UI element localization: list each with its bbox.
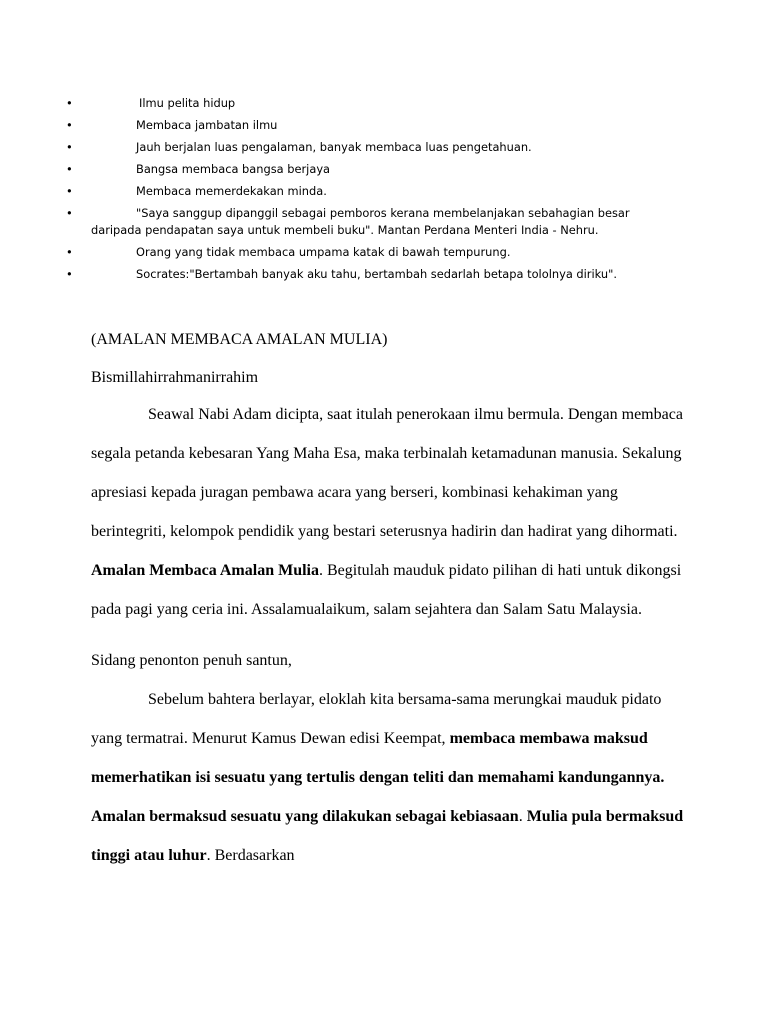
- bullet-item: • Orang yang tidak membaca umpama katak di bawah tempurung.: [0, 241, 768, 263]
- bullet-dot-icon: •: [66, 206, 73, 220]
- definition-membaca: membaca membawa maksud memerhatikan isi sesuatu yang tertulis dengan teliti dan memahami kandungannya.: [91, 730, 665, 786]
- bullet-dot-icon: •: [66, 184, 73, 198]
- quote-bullet-list: [0, 92, 768, 285]
- bullet-dot-icon: •: [66, 245, 73, 259]
- audience-greeting: Sidang penonton penuh santun,: [91, 652, 292, 669]
- bullet-item: • Bangsa membaca bangsa berjaya: [0, 158, 768, 180]
- essay-opening: Bismillahirrahmanirrahim: [91, 369, 259, 386]
- definition-mulia: Mulia pula bermaksud tinggi atau luhur: [91, 808, 684, 864]
- definition-amalan: Amalan bermaksud sesuatu yang dilakukan sebagai kebiasaan: [91, 808, 519, 825]
- bullet-dot-icon: •: [66, 267, 73, 281]
- paragraph-intro: Seawal Nabi Adam dicipta, saat itulah penerokaan ilmu bermula. Dengan membaca segala petanda kebesaran Yang Maha Esa, maka terbinalah ketamadunan manusia. Sekalung apresiasi kepada juragan pembawa acara yang berseri, kombinasi kehakiman yang berintegriti, kelompok pendidik yang bestari seterusnya hadirin dan hadirat yang dihormati. Amalan Membaca Amalan Mulia. Begitulah mauduk pidato pilihan di hati untuk dikongsi pada pagi yang ceria ini. Assalamualaikum, salam sejahtera dan Salam Satu Malaysia.: [91, 406, 683, 618]
- bullet-item: • "Saya sanggup dipanggil sebagai pemboros kerana membelanjakan sebahagian besar daripada pendapatan saya untuk membeli buku". Mantan Perdana Menteri India - Nehru.: [66, 206, 630, 237]
- bullet-dot-icon: •: [66, 140, 73, 154]
- bullet-item: • Membaca jambatan ilmu: [0, 114, 768, 136]
- bullet-item: • Socrates:"Bertambah banyak aku tahu, bertambah sedarlah betapa tololnya diriku".: [0, 263, 768, 285]
- bullet-item: • Jauh berjalan luas pengalaman, banyak membaca luas pengetahuan.: [0, 136, 768, 158]
- paragraph-definition: Sebelum bahtera berlayar, eloklah kita bersama-sama merungkai mauduk pidato yang termatrai. Menurut Kamus Dewan edisi Keempat, membaca membawa maksud memerhatikan isi sesuatu yang tertulis dengan teliti dan memahami kandungannya. Amalan bermaksud sesuatu yang dilakukan sebagai kebiasaan. Mulia pula bermaksud tinggi atau luhur. Berdasarkan: [91, 691, 684, 864]
- essay-title: (AMALAN MEMBACA AMALAN MULIA): [91, 331, 388, 348]
- bullet-dot-icon: •: [66, 162, 73, 176]
- topic-highlight: Amalan Membaca Amalan Mulia: [91, 562, 319, 579]
- bullet-item: • Ilmu pelita hidup: [0, 92, 768, 114]
- bullet-dot-icon: •: [66, 96, 73, 110]
- bullet-item: • Membaca memerdekakan minda.: [0, 180, 768, 202]
- speech-essay: [91, 327, 691, 875]
- bullet-dot-icon: •: [66, 118, 73, 132]
